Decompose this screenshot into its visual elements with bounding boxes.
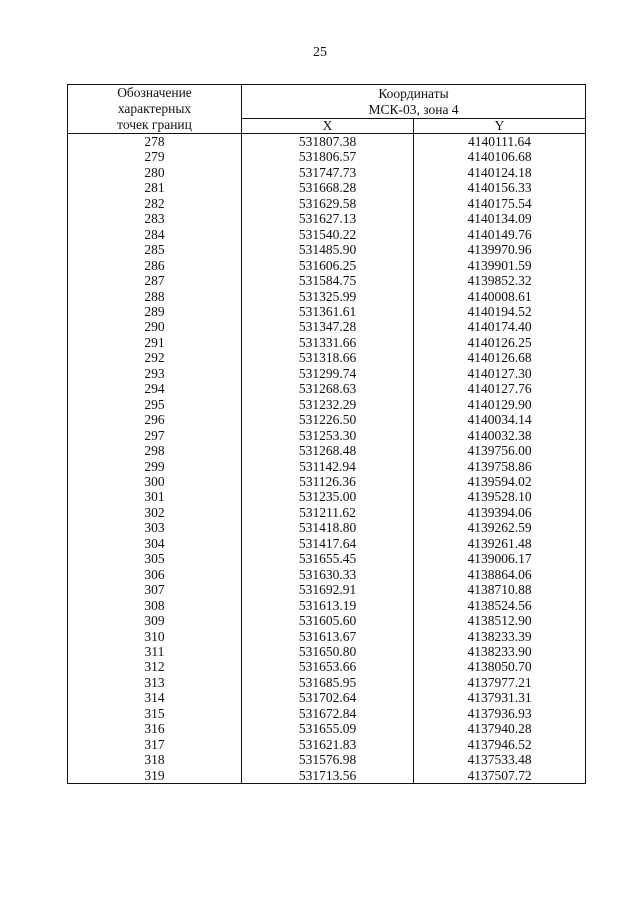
table-row [68,567,586,582]
point-id-cell: 293 [68,366,242,381]
table-row [68,459,586,474]
table-row [68,180,586,195]
table-row [68,675,586,690]
y-coordinate-cell: 4139901.59 [414,258,586,273]
point-id-cell: 285 [68,242,242,257]
y-coordinate-cell: 4140032.38 [414,428,586,443]
x-coordinate-cell: 531540.22 [242,227,414,242]
table-row [68,366,586,381]
y-coordinate-cell: 4138512.90 [414,613,586,628]
y-coordinate-cell: 4137931.31 [414,690,586,705]
table-row [68,505,586,520]
x-coordinate-cell: 531747.73 [242,165,414,180]
table-row [68,258,586,273]
table-row [68,629,586,644]
y-coordinate-cell: 4140127.76 [414,381,586,396]
point-id-cell: 313 [68,675,242,690]
point-id-cell: 281 [68,180,242,195]
table-row [68,397,586,412]
y-coordinate-cell: 4139262.59 [414,520,586,535]
x-coordinate-cell: 531325.99 [242,289,414,304]
table-row [68,489,586,504]
point-id-cell: 295 [68,397,242,412]
x-coordinate-cell: 531576.98 [242,752,414,767]
y-coordinate-cell: 4138050.70 [414,659,586,674]
table-row [68,304,586,319]
table-row [68,319,586,334]
table-row [68,474,586,489]
coordinates-header [242,85,586,119]
point-id-cell: 300 [68,474,242,489]
table-row [68,428,586,443]
table-row [68,196,586,211]
x-coordinate-cell: 531142.94 [242,459,414,474]
coordinates-header-line: Координаты [378,85,449,101]
x-coordinate-cell: 531702.64 [242,690,414,705]
table-row [68,536,586,551]
table-row [68,659,586,674]
y-column-header: Y [414,119,586,134]
y-coordinate-cell: 4138710.88 [414,582,586,597]
point-id-cell: 307 [68,582,242,597]
y-coordinate-cell: 4139394.06 [414,505,586,520]
point-id-cell: 318 [68,752,242,767]
y-coordinate-cell: 4139006.17 [414,551,586,566]
y-coordinate-cell: 4140194.52 [414,304,586,319]
point-id-cell: 286 [68,258,242,273]
point-id-cell: 306 [68,567,242,582]
point-id-cell: 287 [68,273,242,288]
y-coordinate-cell: 4140126.68 [414,350,586,365]
point-id-cell: 284 [68,227,242,242]
y-coordinate-cell: 4140111.64 [414,134,586,150]
x-coordinate-cell: 531126.36 [242,474,414,489]
y-coordinate-cell: 4139594.02 [414,474,586,489]
x-coordinate-cell: 531653.66 [242,659,414,674]
y-coordinate-cell: 4137936.93 [414,706,586,721]
point-id-cell: 278 [68,134,242,150]
y-coordinate-cell: 4138233.90 [414,644,586,659]
point-id-cell: 302 [68,505,242,520]
y-coordinate-cell: 4137977.21 [414,675,586,690]
y-coordinate-cell: 4138864.06 [414,567,586,582]
point-id-cell: 311 [68,644,242,659]
x-coordinate-cell: 531417.64 [242,536,414,551]
point-id-cell: 279 [68,149,242,164]
point-id-cell: 319 [68,768,242,784]
y-coordinate-cell: 4140156.33 [414,180,586,195]
table-row [68,520,586,535]
page-number: 25 [313,45,327,60]
x-coordinate-cell: 531299.74 [242,366,414,381]
table-row [68,350,586,365]
table-row [68,690,586,705]
table-row [68,752,586,767]
y-coordinate-cell: 4140127.30 [414,366,586,381]
x-coordinate-cell: 531418.80 [242,520,414,535]
y-coordinate-cell: 4140008.61 [414,289,586,304]
y-coordinate-cell: 4139852.32 [414,273,586,288]
y-coordinate-cell: 4138233.39 [414,629,586,644]
table-row [68,273,586,288]
table-row [68,227,586,242]
y-coordinate-cell: 4137533.48 [414,752,586,767]
point-id-cell: 299 [68,459,242,474]
point-id-cell: 288 [68,289,242,304]
table-row [68,289,586,304]
x-column-header: X [242,119,414,134]
point-id-cell: 308 [68,598,242,613]
y-coordinate-cell: 4140106.68 [414,149,586,164]
x-coordinate-cell: 531806.57 [242,149,414,164]
y-coordinate-cell: 4137940.28 [414,721,586,736]
table-row [68,598,586,613]
point-id-cell: 301 [68,489,242,504]
table-header-row [68,85,586,119]
y-coordinate-cell: 4140175.54 [414,196,586,211]
table-row [68,165,586,180]
x-coordinate-cell: 531361.61 [242,304,414,319]
coordinates-header-line: МСК-03, зона 4 [368,101,459,117]
table-row [68,149,586,164]
table-row [68,644,586,659]
x-coordinate-cell: 531692.91 [242,582,414,597]
point-designation-header-line: точек границ [117,117,192,132]
x-coordinate-cell: 531318.66 [242,350,414,365]
x-coordinate-cell: 531268.63 [242,381,414,396]
point-id-cell: 294 [68,381,242,396]
table-row [68,211,586,226]
x-coordinate-cell: 531253.30 [242,428,414,443]
x-coordinate-cell: 531629.58 [242,196,414,211]
y-coordinate-cell: 4140174.40 [414,319,586,334]
x-coordinate-cell: 531226.50 [242,412,414,427]
point-id-cell: 280 [68,165,242,180]
x-coordinate-cell: 531232.29 [242,397,414,412]
point-id-cell: 298 [68,443,242,458]
table-row [68,134,586,150]
y-coordinate-cell: 4140126.25 [414,335,586,350]
y-coordinate-cell: 4137507.72 [414,768,586,784]
x-coordinate-cell: 531655.45 [242,551,414,566]
x-coordinate-cell: 531211.62 [242,505,414,520]
y-coordinate-cell: 4139758.86 [414,459,586,474]
x-coordinate-cell: 531621.83 [242,737,414,752]
table-row [68,335,586,350]
point-designation-header-line: характерных [117,101,192,116]
x-coordinate-cell: 531584.75 [242,273,414,288]
y-coordinate-cell: 4140149.76 [414,227,586,242]
y-coordinate-cell: 4138524.56 [414,598,586,613]
point-id-cell: 296 [68,412,242,427]
x-coordinate-cell: 531655.09 [242,721,414,736]
point-designation-header [68,85,242,134]
point-id-cell: 304 [68,536,242,551]
x-coordinate-cell: 531650.80 [242,644,414,659]
x-coordinate-cell: 531613.67 [242,629,414,644]
table-row [68,242,586,257]
table-row [68,443,586,458]
table-row [68,551,586,566]
table-row [68,721,586,736]
point-id-cell: 289 [68,304,242,319]
coordinates-table [67,84,586,784]
table-row [68,381,586,396]
y-coordinate-cell: 4140034.14 [414,412,586,427]
table-row [68,737,586,752]
table-row [68,613,586,628]
y-coordinate-cell: 4139528.10 [414,489,586,504]
point-id-cell: 312 [68,659,242,674]
point-id-cell: 282 [68,196,242,211]
y-coordinate-cell: 4139756.00 [414,443,586,458]
x-coordinate-cell: 531627.13 [242,211,414,226]
point-id-cell: 283 [68,211,242,226]
x-coordinate-cell: 531630.33 [242,567,414,582]
x-coordinate-cell: 531685.95 [242,675,414,690]
point-id-cell: 316 [68,721,242,736]
table-row [68,412,586,427]
y-coordinate-cell: 4140129.90 [414,397,586,412]
point-id-cell: 317 [68,737,242,752]
x-coordinate-cell: 531485.90 [242,242,414,257]
y-coordinate-cell: 4139970.96 [414,242,586,257]
table-row [68,706,586,721]
point-id-cell: 315 [68,706,242,721]
point-id-cell: 314 [68,690,242,705]
x-coordinate-cell: 531668.28 [242,180,414,195]
point-designation-header-line: Обозначение [117,85,192,100]
point-id-cell: 297 [68,428,242,443]
x-coordinate-cell: 531807.38 [242,134,414,150]
x-coordinate-cell: 531672.84 [242,706,414,721]
table-row [68,582,586,597]
point-id-cell: 290 [68,319,242,334]
point-id-cell: 305 [68,551,242,566]
y-coordinate-cell: 4137946.52 [414,737,586,752]
point-id-cell: 310 [68,629,242,644]
x-coordinate-cell: 531331.66 [242,335,414,350]
x-coordinate-cell: 531713.56 [242,768,414,784]
y-coordinate-cell: 4139261.48 [414,536,586,551]
x-coordinate-cell: 531613.19 [242,598,414,613]
point-id-cell: 309 [68,613,242,628]
table-row [68,768,586,784]
x-coordinate-cell: 531605.60 [242,613,414,628]
y-coordinate-cell: 4140134.09 [414,211,586,226]
table-body [68,134,586,784]
point-id-cell: 292 [68,350,242,365]
x-coordinate-cell: 531268.48 [242,443,414,458]
y-coordinate-cell: 4140124.18 [414,165,586,180]
point-id-cell: 291 [68,335,242,350]
x-coordinate-cell: 531606.25 [242,258,414,273]
x-coordinate-cell: 531347.28 [242,319,414,334]
point-id-cell: 303 [68,520,242,535]
x-coordinate-cell: 531235.00 [242,489,414,504]
